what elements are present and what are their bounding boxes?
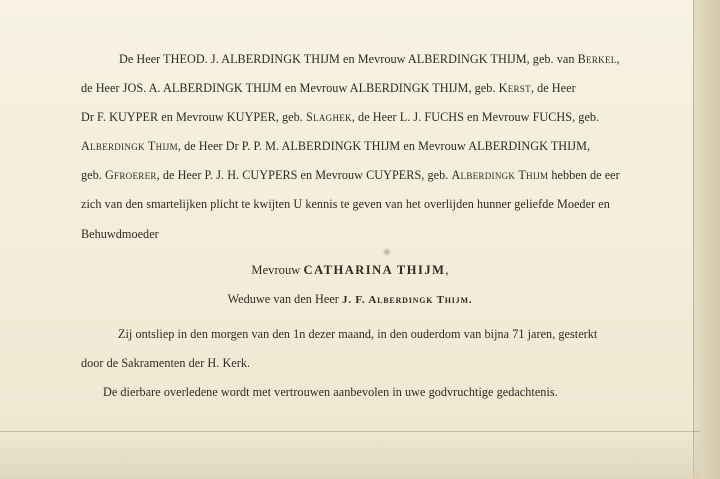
family-line [119,52,620,67]
family-line [81,227,159,242]
family-surname: Alberdingk Thijm [81,139,178,153]
deceased-prefix: Mevrouw [251,263,304,277]
family-line [81,81,576,96]
death-statement-line-1: Zij ontsliep in den morgen van den 1n dezer maand, in den ouderdom van bijna 71 jaren, gesterkt [118,327,598,341]
family-text: De Heer THEOD. J. ALBERDINGK THIJM en Mevrouw ALBERDINGK THIJM, geb. van [119,52,578,66]
family-surname: Slaghek [305,110,352,124]
family-line [81,197,610,212]
family-text: , de Heer P. J. H. CUYPERS en Mevrouw CUYPERS, geb. [156,168,452,182]
family-text: de Heer JOS. A. ALBERDINGK THIJM en Mevrouw ALBERDINGK THIJM, geb. [81,81,499,95]
family-text: Behuwdmoeder [81,227,159,241]
widow-line [0,292,700,307]
family-line [81,110,599,125]
family-surname: Berkel [577,52,617,66]
deceased-line [0,263,700,278]
family-text: , [616,52,620,66]
family-text: zich van den smartelijken plicht te kwijten U kennis te geven van het overlijden hunner geliefde Moeder en [81,197,610,211]
widow-name: J. F. Alberdingk Thijm. [342,294,473,306]
family-line [81,168,620,183]
ink-speck [382,248,392,256]
family-surname: Gfroerer [104,168,157,182]
family-text: geb. [81,168,105,182]
widow-prefix: Weduwe van den Heer [227,292,343,306]
deceased-suffix: , [445,263,449,277]
paper-crease [0,431,700,432]
family-line [81,139,590,154]
family-text: Dr F. KUYPER en Mevrouw KUYPER, geb. [81,110,306,124]
deceased-name: CATHARINA THIJM [303,263,446,277]
commendation-line: De dierbare overledene wordt met vertrouwen aanbevolen in uwe godvruchtige gedachtenis. [103,385,558,399]
paper-fold-shadow [0,431,700,479]
family-text: , de Heer [530,81,576,95]
family-text: , de Heer Dr P. P. M. ALBERDINGK THIJM en Mevrouw ALBERDINGK THIJM, [177,139,591,153]
family-surname: Alberdingk Thijm [451,168,549,182]
family-surname: Kerst [498,81,531,95]
death-statement-line-2: door de Sakramenten der H. Kerk. [81,356,251,370]
paper-fold-edge [693,0,720,479]
family-text: , de Heer L. J. FUCHS en Mevrouw FUCHS, geb. [351,110,600,124]
family-text: hebben de eer [548,168,620,182]
